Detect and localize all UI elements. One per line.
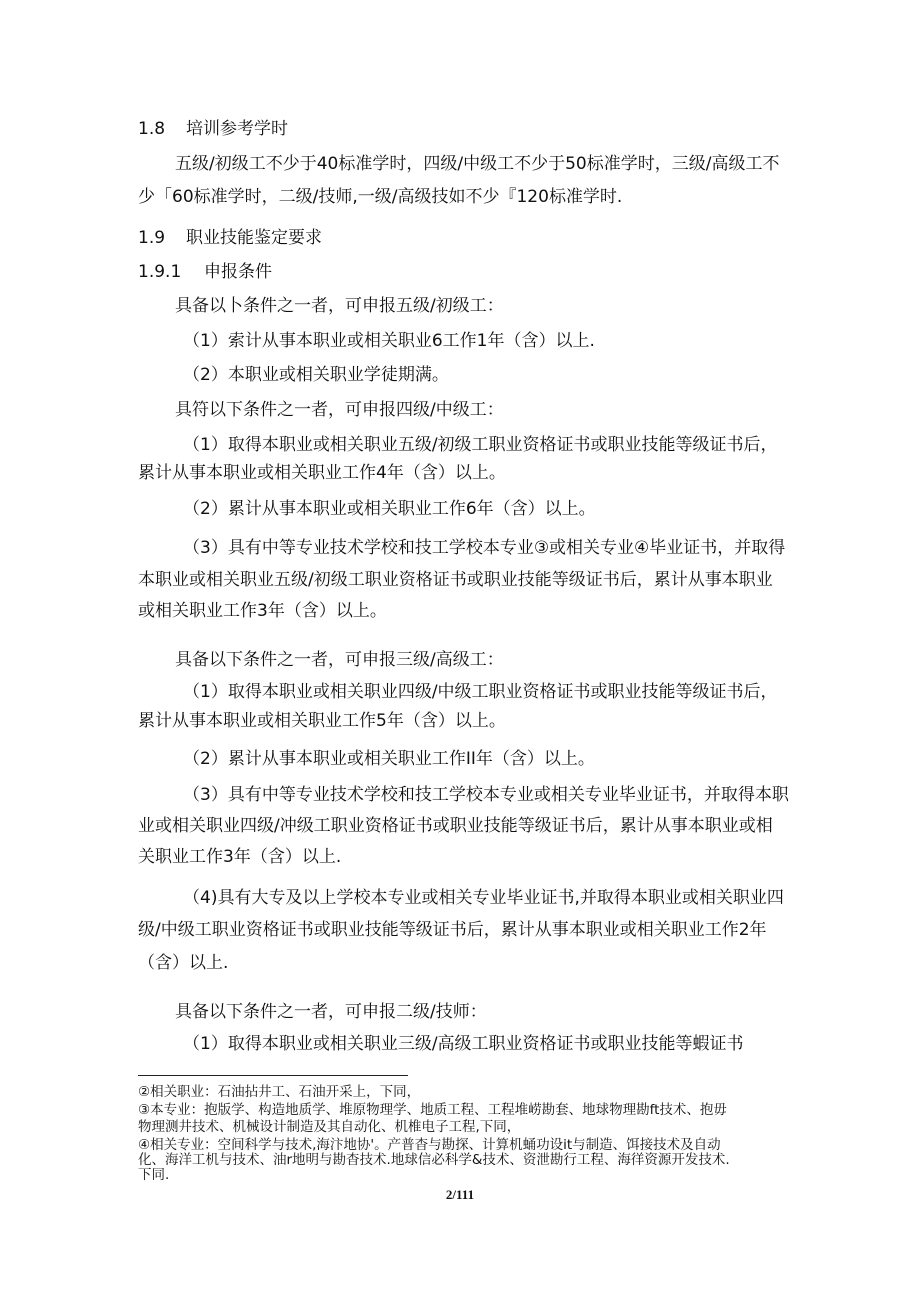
paragraph-line: 具备以下条件之一者，可申报三级/高级工： <box>175 650 504 670</box>
section-title: 职业技能鉴定要求 <box>186 228 322 248</box>
paragraph-line: （3）具有中等专业技术学校和技工学校本专业③或相关专业④毕业证书，并取得 <box>183 538 786 558</box>
section-number: 1.9 <box>138 228 166 248</box>
section-title: 培训参考学时 <box>186 119 288 139</box>
paragraph-line: 累计从事本职业或相关职业工作4年（含）以上。 <box>138 463 506 483</box>
paragraph-line: （3）具有中等专业技术学校和技工学校本专业或相关专业毕业证书，并取得本职 <box>183 785 789 805</box>
footnote-line: ④相关专业：空间科学与技术,海汴地协'。产普杳与勘探、计算机蛹功设it与制造、饵接技术及自动 <box>138 1137 721 1153</box>
footnote-line: 物理测井技术、机械设计制造及其自动化、机椎电子工程,下同， <box>138 1119 521 1135</box>
paragraph-line: （1）索计从事本职业或相关职业6工作1年（含）以上. <box>183 331 595 351</box>
paragraph-line: 关职业工作3年（含）以上. <box>138 847 342 867</box>
section-number: 1.9.1 <box>138 262 182 282</box>
paragraph-line: （2）累计从事本职业或相关职业工作6年（含）以上。 <box>183 499 596 519</box>
paragraph-line: （1）取得本职业或相关职业三级/高级工职业资格证书或职业技能等蝦证书 <box>183 1034 744 1054</box>
footnote-line: 化、海洋工机与技术、油r地明与勘杳技术.地球信必科学&技术、资泄勘行工程、海徉资源开发技术. <box>138 1152 730 1168</box>
paragraph-line: 级/中级工职业资格证书或职业技能等级证书后，累计从事本职业或相关职业工作2年 <box>138 920 767 940</box>
section-1-9-1-heading <box>138 262 272 282</box>
paragraph-line: （1）取得本职业或相关职业五级/初级工职业资格证书或职业技能等级证书后， <box>183 435 778 455</box>
paragraph-line: 五级/初级工不少于40标准学时，四级/中级工不少于50标准学时，三级/高级工不 <box>175 154 780 174</box>
paragraph-line: （1）取得本职业或相关职业四级/中级工职业资格证书或职业技能等级证书后， <box>183 682 778 702</box>
paragraph-line: （4)具有大专及以上学校本专业或相关专业毕业证书,并取得本职业或相关职业四 <box>183 888 784 908</box>
page-number: 2/111 <box>445 1187 475 1202</box>
section-1-9-heading <box>138 228 322 248</box>
paragraph-line: （2）累计从事本职业或相关职业工作II年（含）以上。 <box>183 749 595 769</box>
paragraph-line: 具备以卜条件之一者，可申报五级/初级工： <box>175 296 504 316</box>
paragraph-line: 本职业或相关职业五级/初级工职业资格证书或职业技能等级证书后，累计从事本职业 <box>138 570 773 590</box>
paragraph-line: 累计从事本职业或相关职业工作5年（含）以上。 <box>138 711 506 731</box>
footnote-line: 下同. <box>138 1167 170 1183</box>
footnote-line: ③本专业：抱版学、构造地质学、堆原物理学、地质工程、工程堆崂勘套、地球物理勘ft技术、抱毋 <box>138 1102 727 1118</box>
paragraph-line: 或相关职业工作3年（含）以上。 <box>138 601 387 621</box>
paragraph-line: 业或相关职业四级/冲级工职业资格证书或职业技能等级证书后，累计从事本职业或相 <box>138 816 773 836</box>
footnote-line: ②相关职业：石油拈井工、石油开采上，下同， <box>138 1084 421 1100</box>
section-title: 申报条件 <box>204 262 272 282</box>
paragraph-line: 具备以下条件之一者，可申报二级/技师： <box>175 1002 487 1022</box>
footnote-divider <box>138 1075 408 1076</box>
paragraph-line: 少「60标准学时，二级/技师,一级/高级技如不少『120标准学时. <box>138 187 623 207</box>
paragraph-line: （含）以上. <box>138 953 229 973</box>
paragraph-line: 具符以下条件之一者，可申报四级/中级工： <box>175 400 504 420</box>
section-number: 1.8 <box>138 119 166 139</box>
section-1-8-heading <box>138 119 288 139</box>
paragraph-line: （2）本职业或相关职业学徒期满。 <box>183 365 449 385</box>
